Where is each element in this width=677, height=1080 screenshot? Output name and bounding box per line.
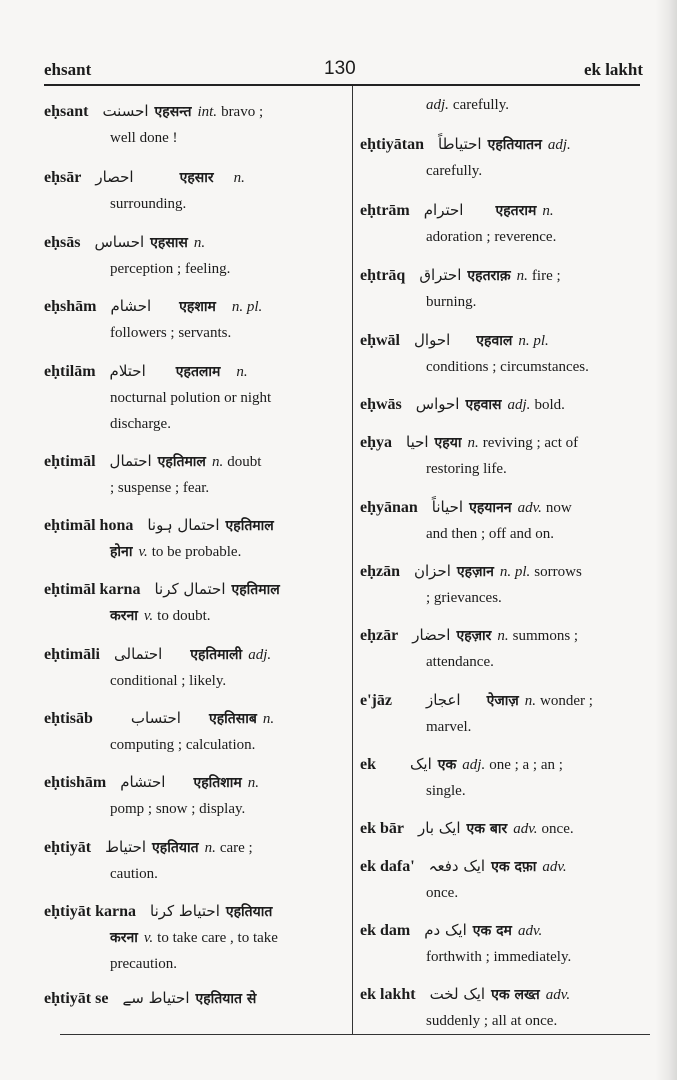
headword: eḥwāl <box>360 332 400 349</box>
definition-cont: and then ; off and on. <box>426 526 555 542</box>
hindi-form: एहतियातन <box>487 137 542 153</box>
hindi-form: एक <box>437 757 457 773</box>
guide-word-right: ek lakht <box>583 60 643 79</box>
urdu-form: احتمال کرنا <box>154 580 226 598</box>
headword: eḥtrāq <box>360 267 406 284</box>
page-number: 130 <box>324 58 356 79</box>
part-of-speech: v. <box>143 608 154 624</box>
dictionary-entry <box>44 229 334 282</box>
definition-cont: suddenly ; all at once. <box>426 1013 558 1029</box>
part-of-speech: v. <box>138 544 148 560</box>
part-of-speech: n. pl. <box>499 564 531 580</box>
dictionary-entry <box>44 576 334 629</box>
dictionary-entry <box>44 898 334 977</box>
dictionary-entry <box>360 197 650 250</box>
urdu-form: احضار <box>412 626 451 644</box>
definition-cont: burning. <box>426 294 477 310</box>
hindi-form: एहसन्त <box>154 104 192 120</box>
urdu-form: احتساب <box>130 709 181 727</box>
urdu-form: ایک <box>410 755 432 773</box>
headword: eḥtishām <box>44 774 107 791</box>
header-rule <box>44 84 640 86</box>
definition-cont: conditional ; likely. <box>110 673 227 689</box>
part-of-speech: n. pl. <box>231 299 263 315</box>
headword: eḥtimāl <box>44 453 96 470</box>
definition-cont: restoring life. <box>426 461 507 477</box>
definition: bold. <box>534 397 565 413</box>
definition-cont: adoration ; reverence. <box>426 229 557 245</box>
dictionary-entry <box>44 358 334 437</box>
part-of-speech: n. <box>524 693 537 709</box>
hindi-form: एक लख्त <box>491 987 540 1003</box>
definition-cont: surrounding. <box>110 196 187 212</box>
headword: eḥtilām <box>44 363 96 380</box>
hindi-form: एहतिशाम <box>193 775 242 791</box>
definition: fire ; <box>531 268 561 284</box>
dictionary-entry <box>44 293 334 346</box>
headword: eḥsās <box>44 234 81 251</box>
hindi-form: एहया <box>434 435 462 451</box>
definition-cont: ; grievances. <box>426 590 502 606</box>
urdu-form: ایک لخت <box>429 985 486 1003</box>
dictionary-entry <box>360 494 650 547</box>
headword: eḥtimāli <box>44 646 100 663</box>
part-of-speech: n. <box>262 711 275 727</box>
headword: ek bār <box>360 820 404 837</box>
dictionary-entry <box>360 981 650 1034</box>
part-of-speech: adv. <box>513 821 538 837</box>
hindi-form: एहज़ार <box>456 628 492 644</box>
hindi-form: एहवास <box>465 397 502 413</box>
dictionary-entry <box>44 98 334 151</box>
part-of-speech: int. <box>197 104 218 120</box>
hindi-form: एहतराम <box>495 203 537 219</box>
definition: wonder ; <box>540 693 593 709</box>
definition-cont: conditions ; circumstances. <box>426 359 589 375</box>
definition: summons ; <box>512 628 579 644</box>
urdu-form: احتلام <box>109 362 146 380</box>
dictionary-entry <box>44 834 334 887</box>
definition-cont: marvel. <box>426 719 472 735</box>
dictionary-entry <box>44 641 334 694</box>
definition: to doubt. <box>157 608 211 624</box>
urdu-form: احتمال <box>109 452 152 470</box>
hindi-form: एहतलाम <box>175 364 221 380</box>
dictionary-entry <box>360 853 650 906</box>
definition-cont: forthwith ; immediately. <box>426 949 572 965</box>
definition-cont: followers ; servants. <box>110 325 232 341</box>
dictionary-entry <box>360 558 650 611</box>
dictionary-entry <box>44 769 334 822</box>
hindi-form: एहसास <box>150 235 188 251</box>
headword: ek lakht <box>360 986 416 1003</box>
headword: eḥtiyāt <box>44 839 92 856</box>
headword: eḥtiyāt karna <box>44 903 136 920</box>
definition: reviving ; act of <box>482 435 579 451</box>
hindi-form: एहसार <box>179 170 214 186</box>
definition: once. <box>541 821 574 837</box>
urdu-form: احشام <box>110 297 152 315</box>
headword: eḥtrām <box>360 202 410 219</box>
headword: eḥsār <box>44 169 82 186</box>
definition: to take care , to take precaution. <box>110 930 278 972</box>
urdu-form: ایک بار <box>418 819 461 837</box>
part-of-speech: adv. <box>545 987 571 1003</box>
definition: care ; <box>219 840 253 856</box>
urdu-form: احتشام <box>120 773 166 791</box>
headword: eḥzān <box>360 563 400 580</box>
dictionary-entry <box>360 815 650 842</box>
hindi-form-cont: करना <box>110 930 138 946</box>
headword: eḥtiyātan <box>360 136 424 153</box>
definition: now <box>545 500 572 516</box>
definition: to be probable. <box>151 544 242 560</box>
definition-cont: once. <box>426 885 459 901</box>
urdu-form: احوال <box>414 331 451 349</box>
part-of-speech: n. <box>516 268 528 284</box>
part-of-speech: n. <box>193 235 206 251</box>
dictionary-entry <box>44 705 334 758</box>
part-of-speech: n. <box>233 170 245 186</box>
part-of-speech: n. <box>204 840 216 856</box>
definition-cont: computing ; calculation. <box>110 737 256 753</box>
part-of-speech: adv. <box>542 859 567 875</box>
hindi-form: एहतिमाल <box>231 582 280 598</box>
urdu-form: احتراق <box>419 266 462 284</box>
page-header <box>44 48 643 84</box>
definition-cont: nocturnal polution or night discharge. <box>110 390 272 432</box>
urdu-form: ایک دفعہ <box>428 857 486 875</box>
definition: bravo ; <box>221 104 264 120</box>
urdu-form: احتیاط سے <box>122 989 190 1007</box>
hindi-form: एक दम <box>472 923 512 939</box>
urdu-form: احساس <box>94 233 145 251</box>
part-of-speech: n. <box>211 454 224 470</box>
dictionary-entry <box>360 751 650 804</box>
hindi-form-cont: करना <box>110 608 138 624</box>
part-of-speech: n. <box>467 435 479 451</box>
part-of-speech: n. <box>247 775 260 791</box>
hindi-form: एहतिसाब <box>208 711 257 727</box>
headword: eḥtimāl karna <box>44 581 141 598</box>
dictionary-entry <box>360 429 650 482</box>
definition: sorrows <box>534 564 582 580</box>
part-of-speech: adj. <box>462 757 486 773</box>
dictionary-entry <box>360 131 650 184</box>
definition: carefully. <box>452 97 509 113</box>
part-of-speech: n. pl. <box>518 333 549 349</box>
headword: eḥwās <box>360 396 402 413</box>
headword: ek dafa' <box>360 858 415 875</box>
dictionary-entry <box>44 985 334 1012</box>
definition-cont: ; suspense ; fear. <box>110 480 210 496</box>
hindi-form: एहतियात <box>152 840 199 856</box>
urdu-form: احتیاط کرنا <box>150 902 220 920</box>
headword: ek <box>360 756 376 773</box>
hindi-form: एक दफ़ा <box>491 859 537 875</box>
definition-cont: single. <box>426 783 466 799</box>
definition: doubt <box>227 454 262 470</box>
definition-cont: attendance. <box>426 654 494 670</box>
headword: e'jāz <box>360 692 392 709</box>
column-divider <box>352 86 353 1034</box>
definition-cont: carefully. <box>426 163 483 179</box>
hindi-form: एहशाम <box>179 299 216 315</box>
dictionary-entry <box>360 327 650 380</box>
hindi-form: एहतराक़ <box>467 268 511 284</box>
headword: eḥtimāl hona <box>44 517 134 534</box>
part-of-speech: adv. <box>517 500 542 516</box>
hindi-form: एहतिमाल <box>157 454 206 470</box>
headword: eḥyānan <box>360 499 418 516</box>
dictionary-entry <box>360 262 650 315</box>
definition-cont: pomp ; snow ; display. <box>110 801 246 817</box>
headword: ek dam <box>360 922 411 939</box>
definition: one ; a ; an ; <box>489 757 563 773</box>
hindi-form: एहतियात <box>225 904 273 920</box>
dictionary-entry <box>360 622 650 675</box>
dictionary-entry <box>360 687 650 740</box>
dictionary-entry <box>44 164 334 217</box>
urdu-form: احتیاط <box>105 838 147 856</box>
dictionary-entry <box>44 448 334 501</box>
urdu-form: احزان <box>414 562 451 580</box>
guide-word-left: ehsant <box>44 60 92 79</box>
urdu-form: احواس <box>415 395 460 413</box>
headword: eḥya <box>360 434 392 451</box>
part-of-speech: n. <box>236 364 248 380</box>
hindi-form: एहतिमाल <box>225 518 274 534</box>
headword: eḥzār <box>360 627 399 644</box>
footer-rule <box>60 1034 650 1035</box>
dictionary-entry <box>44 512 334 565</box>
headword: eḥshām <box>44 298 97 315</box>
definition-cont: well done ! <box>110 130 178 146</box>
hindi-form-cont: होना <box>110 544 133 560</box>
part-of-speech: adj. <box>547 137 571 153</box>
urdu-form: احصار <box>95 168 134 186</box>
hindi-form: एहवाल <box>476 333 513 349</box>
definition-cont: caution. <box>110 866 158 882</box>
definition-cont: perception ; feeling. <box>110 261 231 277</box>
page-edge-shadow <box>655 0 677 1080</box>
dictionary-entry <box>360 92 650 118</box>
hindi-form: एहतिमाली <box>190 647 243 663</box>
hindi-form: एक बार <box>466 821 508 837</box>
part-of-speech: adj. <box>248 647 272 663</box>
urdu-form: ایک دم <box>424 921 467 939</box>
urdu-form: احترام <box>423 201 464 219</box>
part-of-speech: adj. <box>507 397 531 413</box>
hindi-form: एहयानन <box>469 500 512 516</box>
headword: eḥtiyāt se <box>44 990 109 1007</box>
urdu-form: احسنت <box>102 102 149 120</box>
part-of-speech: adv. <box>517 923 543 939</box>
headword: eḥsant <box>44 103 89 120</box>
part-of-speech: n. <box>497 628 509 644</box>
part-of-speech: v. <box>143 930 154 946</box>
urdu-form: احتمالی <box>114 645 163 663</box>
urdu-form: احتیاطاً <box>438 135 482 153</box>
hindi-form: एहज़ान <box>456 564 494 580</box>
dictionary-entry <box>360 391 650 418</box>
urdu-form: احتمال ہونا <box>147 516 220 534</box>
headword: eḥtisāb <box>44 710 93 727</box>
dictionary-entry <box>360 917 650 970</box>
urdu-form: احیاناً <box>431 498 464 516</box>
urdu-form: اعجاز <box>425 691 461 709</box>
part-of-speech: n. <box>542 203 554 219</box>
urdu-form: احیا <box>406 433 429 451</box>
hindi-form: ऐजाज़ <box>486 693 519 709</box>
part-of-speech: adj. <box>426 97 449 113</box>
hindi-form: एहतियात से <box>195 991 257 1007</box>
